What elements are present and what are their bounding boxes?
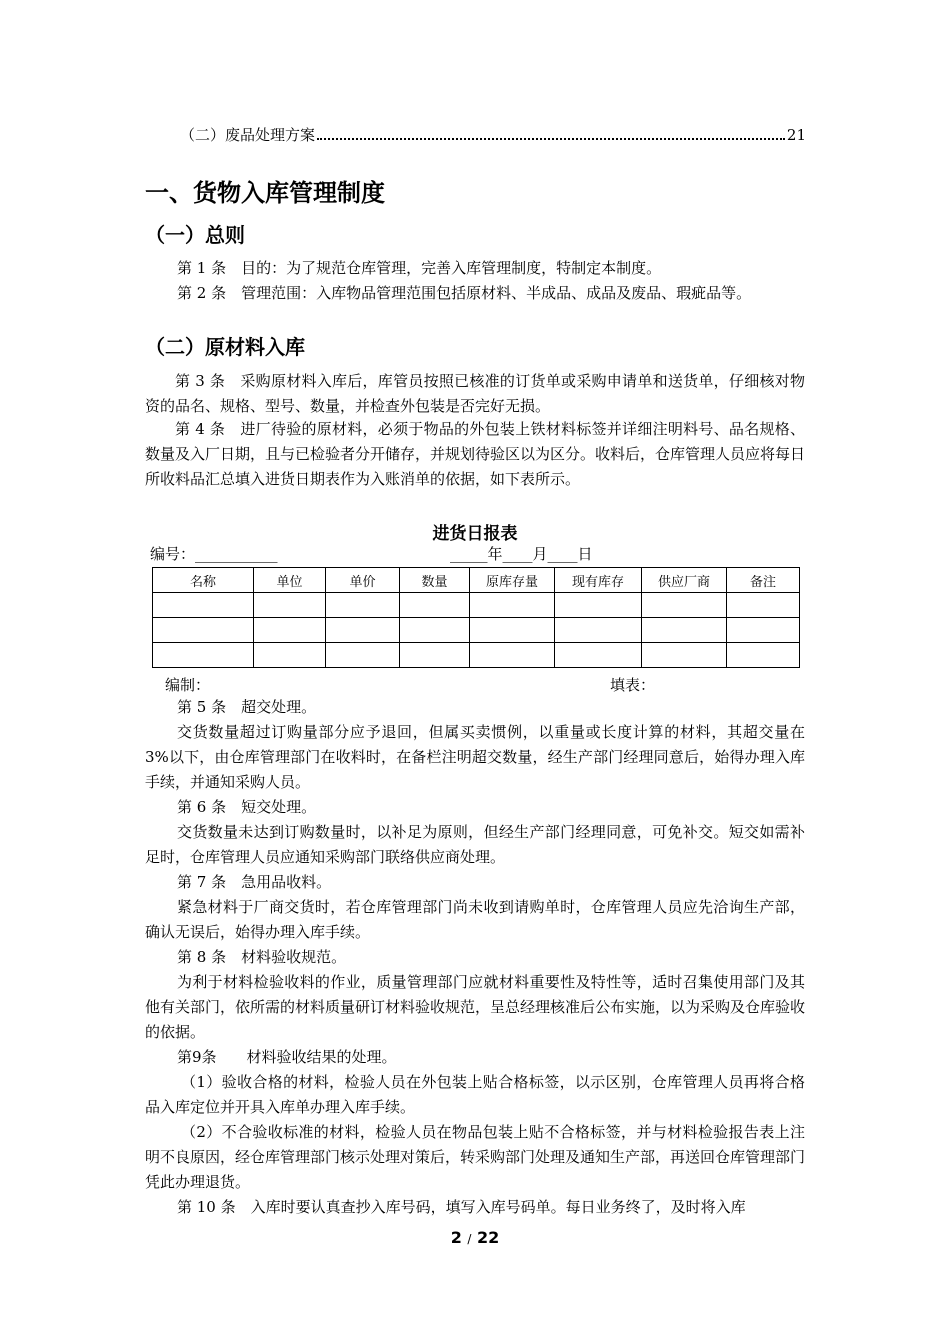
table-header-row <box>153 568 800 593</box>
article-1: 第 1 条 目的：为了规范仓库管理，完善入库管理制度，特制定本制度。 <box>177 259 662 277</box>
table-row <box>153 618 800 643</box>
table-cell[interactable] <box>254 593 326 618</box>
toc-entry[interactable] <box>180 124 806 145</box>
toc-dot-leader <box>317 137 785 140</box>
column-header: 单价 <box>326 568 400 593</box>
report-editor-label: 编制： <box>165 676 211 694</box>
table-row <box>153 593 800 618</box>
article-8-title: 第 8 条 材料验收规范。 <box>177 948 347 966</box>
table-cell[interactable] <box>153 643 254 668</box>
page-current: 2 <box>450 1228 462 1247</box>
article-5-title: 第 5 条 超交处理。 <box>177 698 317 716</box>
article-5-body: 交货数量超过订购量部分应予退回，但属买卖惯例，以重量或长度计算的材料，其超交量在 3%以下，由仓库管理部门在收料时，在备栏注明超交数量，经生产部门经理同意后，始得办理入库手续，并通知采购人员。 <box>145 723 805 791</box>
article-3: 第 3 条 采购原材料入库后，库管员按照已核准的订货单或采购申请单和送货单，仔细核对物资的品名、规格、型号、数量，并检查外包装是否完好无损。 <box>145 372 805 415</box>
report-date-field: _____年____月____日 <box>450 545 593 563</box>
table-cell[interactable] <box>470 593 555 618</box>
table-cell[interactable] <box>254 643 326 668</box>
article-6-title: 第 6 条 短交处理。 <box>177 798 317 816</box>
article-9-item-2: （2）不合验收标准的材料，检验人员在物品包装上贴不合格标签，并与材料检验报告表上注明不良原因，经仓库管理部门核示处理对策后，转采购部门处理及通知生产部，再送回仓库管理部门凭此办理退货。 <box>145 1123 806 1191</box>
table-cell[interactable] <box>400 593 470 618</box>
report-number-field: 编号：___________ <box>150 545 278 563</box>
table-cell[interactable] <box>470 643 555 668</box>
table-cell[interactable] <box>642 643 727 668</box>
article-9-item-1: （1）验收合格的材料，检验人员在外包装上贴合格标签，以示区别，仓库管理人员再将合格品入库定位并开具入库单办理入库手续。 <box>145 1073 805 1116</box>
column-header: 原库存量 <box>470 568 555 593</box>
table-cell[interactable] <box>727 618 800 643</box>
table-row <box>153 643 800 668</box>
table-cell[interactable] <box>555 618 642 643</box>
table-cell[interactable] <box>400 618 470 643</box>
column-header: 名称 <box>153 568 254 593</box>
table-cell[interactable] <box>254 618 326 643</box>
article-4: 第 4 条 进厂待验的原材料，必须于物品的外包装上铁材料标签并详细注明料号、品名规格、数量及入厂日期，且与已检验者分开储存，并规划待验区以为区分。收料后，仓库管理人员应将每日所收料品汇总填入进货日期表作为入账消单的依据，如下表所示。 <box>145 420 806 488</box>
section-heading-general: （一）总则 <box>145 223 245 247</box>
column-header: 单位 <box>254 568 326 593</box>
article-9-title: 第9条 材料验收结果的处理。 <box>177 1048 397 1066</box>
article-6-body: 交货数量未达到订购数量时，以补足为原则，但经生产部门经理同意，可免补交。短交如需补足时，仓库管理人员应通知采购部门联络供应商处理。 <box>145 823 805 866</box>
table-cell[interactable] <box>470 618 555 643</box>
table-cell[interactable] <box>326 643 400 668</box>
page-number <box>0 1228 950 1247</box>
table-cell[interactable] <box>727 643 800 668</box>
column-header: 备注 <box>727 568 800 593</box>
article-2: 第 2 条 管理范围：入库物品管理范围包括原材料、半成品、成品及废品、瑕疵品等。 <box>177 284 752 302</box>
column-header: 数量 <box>400 568 470 593</box>
article-7-title: 第 7 条 急用品收料。 <box>177 873 332 891</box>
daily-receipt-table <box>152 567 800 668</box>
table-cell[interactable] <box>642 593 727 618</box>
table-cell[interactable] <box>642 618 727 643</box>
article-10: 第 10 条 入库时要认真查抄入库号码，填写入库号码单。每日业务终了，及时将入库 <box>177 1198 746 1216</box>
report-filler-label: 填表： <box>610 676 656 694</box>
page-total: 22 <box>477 1228 500 1247</box>
table-cell[interactable] <box>153 618 254 643</box>
section-heading-raw-material: （二）原材料入库 <box>145 335 305 359</box>
toc-entry-label: （二）废品处理方案 <box>180 126 316 144</box>
page-separator: / <box>467 1232 472 1246</box>
chapter-heading: 一、货物入库管理制度 <box>145 179 385 207</box>
table-cell[interactable] <box>555 593 642 618</box>
column-header: 现有库存 <box>555 568 642 593</box>
table-cell[interactable] <box>555 643 642 668</box>
table-cell[interactable] <box>400 643 470 668</box>
report-title: 进货日报表 <box>432 524 518 544</box>
table-cell[interactable] <box>153 593 254 618</box>
table-cell[interactable] <box>326 593 400 618</box>
toc-entry-page: 21 <box>786 126 806 144</box>
article-8-body: 为利于材料检验收料的作业，质量管理部门应就材料重要性及特性等，适时召集使用部门及其他有关部门，依所需的材料质量研订材料验收规范，呈总经理核准后公布实施，以为采购及仓库验收的依据。 <box>145 973 806 1041</box>
article-7-body: 紧急材料于厂商交货时，若仓库管理部门尚未收到请购单时，仓库管理人员应先洽询生产部，确认无误后，始得办理入库手续。 <box>145 898 805 941</box>
column-header: 供应厂商 <box>642 568 727 593</box>
table-cell[interactable] <box>326 618 400 643</box>
table-cell[interactable] <box>727 593 800 618</box>
